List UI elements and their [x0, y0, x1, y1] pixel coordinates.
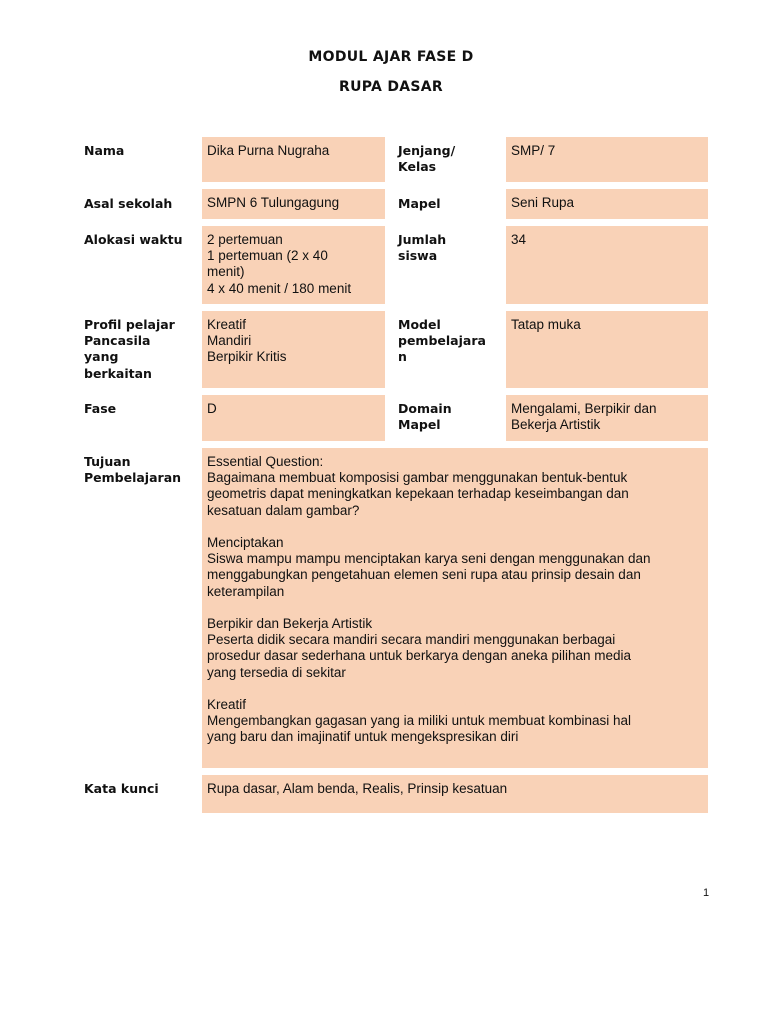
- label-jumlah-siswa: Jumlah siswa: [398, 232, 447, 264]
- label-tujuan-pembelajaran: Tujuan Pembelajaran: [84, 454, 182, 486]
- label-kata-kunci: Kata kunci: [84, 781, 159, 796]
- value-tujuan-pembelajaran: Essential Question: Bagaimana membuat komposisi gambar menggunakan bentuk-bentuk geometris dapat meningkatkan kepekaan terhadap keseimbangan dan kesatuan dalam gambar? Menciptakan Siswa mampu mampu menciptakan karya seni dengan menggunakan dan menggabungkan pengetahuan elemen seni rupa atau prinsip desain dan keterampilan Berpikir dan Bekerja Artistik Peserta didik secara mandiri secara mandiri menggunakan berbagai prosedur dasar sederhana untuk berkarya dengan aneka pilihan media yang tersedia di sekitar Kreatif Mengembangkan gagasan yang ia miliki untuk membuat kombinasi hal yang baru dan imajinatif untuk mengekspresikan diri: [202, 448, 708, 768]
- value-jenjang-kelas: SMP/ 7: [506, 137, 708, 182]
- label-nama: Nama: [84, 143, 125, 158]
- document-subtitle: RUPA DASAR: [339, 79, 443, 95]
- label-model-pembelajaran: Model pembelajara n: [398, 317, 486, 365]
- document-title: MODUL AJAR FASE D: [308, 49, 474, 65]
- value-model-pembelajaran: Tatap muka: [506, 311, 708, 388]
- label-asal-sekolah: Asal sekolah: [84, 196, 173, 211]
- label-domain-mapel: Domain Mapel: [398, 401, 452, 433]
- value-domain-mapel: Mengalami, Berpikir dan Bekerja Artistik: [506, 395, 708, 441]
- label-jenjang-kelas: Jenjang/ Kelas: [398, 143, 456, 175]
- label-profil-pelajar: Profil pelajar Pancasila yang berkaitan: [84, 317, 175, 381]
- label-alokasi-waktu: Alokasi waktu: [84, 232, 183, 247]
- page-number: 1: [703, 887, 710, 899]
- value-profil-pelajar: Kreatif Mandiri Berpikir Kritis: [202, 311, 385, 388]
- value-fase: D: [202, 395, 385, 441]
- value-alokasi-waktu: 2 pertemuan 1 pertemuan (2 x 40 menit) 4 x 40 menit / 180 menit: [202, 226, 385, 304]
- label-fase: Fase: [84, 401, 117, 416]
- value-asal-sekolah: SMPN 6 Tulungagung: [202, 189, 385, 219]
- value-nama: Dika Purna Nugraha: [202, 137, 385, 182]
- value-kata-kunci: Rupa dasar, Alam benda, Realis, Prinsip kesatuan: [202, 775, 708, 813]
- label-mapel: Mapel: [398, 196, 441, 211]
- value-mapel: Seni Rupa: [506, 189, 708, 219]
- value-jumlah-siswa: 34: [506, 226, 708, 304]
